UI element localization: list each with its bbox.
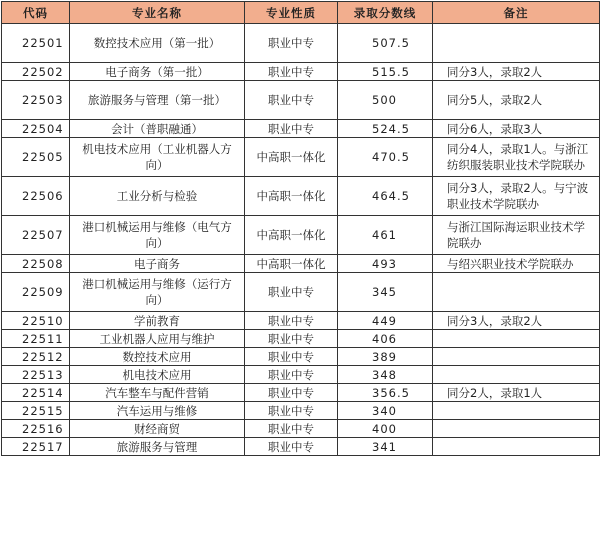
- cell-note: [433, 366, 600, 384]
- cell-code: 22516: [2, 420, 70, 438]
- cell-name: 数控技术应用: [70, 348, 245, 366]
- cell-code: 22508: [2, 255, 70, 273]
- admission-score-table: [1, 1, 600, 456]
- cell-type: 职业中专: [245, 81, 338, 120]
- header-note: 备注: [433, 2, 600, 24]
- cell-score: 461: [338, 216, 433, 255]
- cell-type: 职业中专: [245, 438, 338, 456]
- cell-code: 22515: [2, 402, 70, 420]
- cell-name: 工业机器人应用与维护: [70, 330, 245, 348]
- cell-type: 中高职一体化: [245, 177, 338, 216]
- header-code: 代码: [2, 2, 70, 24]
- cell-type: 职业中专: [245, 312, 338, 330]
- cell-note: [433, 348, 600, 366]
- table-row: [2, 402, 600, 420]
- cell-score: 493: [338, 255, 433, 273]
- cell-score: 515.5: [338, 63, 433, 81]
- cell-note: 同分5人，录取2人: [433, 81, 600, 120]
- cell-code: 22501: [2, 24, 70, 63]
- cell-code: 22513: [2, 366, 70, 384]
- cell-type: 中高职一体化: [245, 216, 338, 255]
- cell-note: 与浙江国际海运职业技术学院联办: [433, 216, 600, 255]
- cell-name: 港口机械运用与维修（运行方向）: [70, 273, 245, 312]
- cell-note: [433, 273, 600, 312]
- table-row: [2, 384, 600, 402]
- cell-note: 同分3人，录取2人: [433, 63, 600, 81]
- cell-score: 348: [338, 366, 433, 384]
- table-row: [2, 81, 600, 120]
- table-row: [2, 138, 600, 177]
- cell-name: 旅游服务与管理: [70, 438, 245, 456]
- cell-type: 职业中专: [245, 366, 338, 384]
- cell-type: 职业中专: [245, 24, 338, 63]
- table-row: [2, 273, 600, 312]
- table-row: [2, 63, 600, 81]
- cell-code: 22511: [2, 330, 70, 348]
- cell-name: 电子商务（第一批）: [70, 63, 245, 81]
- cell-code: 22506: [2, 177, 70, 216]
- cell-score: 341: [338, 438, 433, 456]
- cell-name: 财经商贸: [70, 420, 245, 438]
- cell-type: 职业中专: [245, 63, 338, 81]
- table-row: [2, 330, 600, 348]
- cell-name: 机电技术应用（工业机器人方向）: [70, 138, 245, 177]
- cell-type: 职业中专: [245, 402, 338, 420]
- cell-score: 524.5: [338, 120, 433, 138]
- table-row: [2, 177, 600, 216]
- table-row: [2, 312, 600, 330]
- cell-type: 职业中专: [245, 420, 338, 438]
- cell-note: [433, 420, 600, 438]
- cell-code: 22507: [2, 216, 70, 255]
- cell-name: 数控技术应用（第一批）: [70, 24, 245, 63]
- cell-note: 与绍兴职业技术学院联办: [433, 255, 600, 273]
- table-header-row: [2, 2, 600, 24]
- cell-type: 中高职一体化: [245, 255, 338, 273]
- table-row: [2, 438, 600, 456]
- cell-score: 449: [338, 312, 433, 330]
- cell-code: 22505: [2, 138, 70, 177]
- cell-type: 职业中专: [245, 273, 338, 312]
- table-row: [2, 255, 600, 273]
- cell-name: 会计（普职融通）: [70, 120, 245, 138]
- cell-note: 同分3人，录取2人。与宁波职业技术学院联办: [433, 177, 600, 216]
- cell-score: 356.5: [338, 384, 433, 402]
- cell-name: 工业分析与检验: [70, 177, 245, 216]
- cell-type: 中高职一体化: [245, 138, 338, 177]
- cell-note: 同分3人，录取2人: [433, 312, 600, 330]
- cell-code: 22512: [2, 348, 70, 366]
- cell-name: 汽车整车与配件营销: [70, 384, 245, 402]
- cell-name: 机电技术应用: [70, 366, 245, 384]
- cell-code: 22517: [2, 438, 70, 456]
- cell-note: [433, 24, 600, 63]
- header-name: 专业名称: [70, 2, 245, 24]
- cell-score: 406: [338, 330, 433, 348]
- cell-note: 同分4人，录取1人。与浙江纺织服装职业技术学院联办: [433, 138, 600, 177]
- cell-type: 职业中专: [245, 330, 338, 348]
- cell-score: 389: [338, 348, 433, 366]
- cell-name: 港口机械运用与维修（电气方向）: [70, 216, 245, 255]
- header-score: 录取分数线: [338, 2, 433, 24]
- cell-type: 职业中专: [245, 384, 338, 402]
- cell-name: 学前教育: [70, 312, 245, 330]
- cell-note: [433, 402, 600, 420]
- cell-score: 470.5: [338, 138, 433, 177]
- cell-score: 340: [338, 402, 433, 420]
- table-row: [2, 366, 600, 384]
- cell-code: 22509: [2, 273, 70, 312]
- table-row: [2, 420, 600, 438]
- cell-score: 464.5: [338, 177, 433, 216]
- cell-type: 职业中专: [245, 348, 338, 366]
- cell-note: 同分2人，录取1人: [433, 384, 600, 402]
- table-row: [2, 24, 600, 63]
- cell-score: 500: [338, 81, 433, 120]
- table-row: [2, 120, 600, 138]
- header-type: 专业性质: [245, 2, 338, 24]
- cell-code: 22514: [2, 384, 70, 402]
- table-body: [2, 24, 600, 456]
- cell-type: 职业中专: [245, 120, 338, 138]
- cell-note: [433, 330, 600, 348]
- cell-name: 汽车运用与维修: [70, 402, 245, 420]
- cell-score: 400: [338, 420, 433, 438]
- cell-note: 同分6人，录取3人: [433, 120, 600, 138]
- cell-code: 22510: [2, 312, 70, 330]
- table-row: [2, 216, 600, 255]
- cell-code: 22502: [2, 63, 70, 81]
- cell-code: 22503: [2, 81, 70, 120]
- cell-note: [433, 438, 600, 456]
- cell-score: 507.5: [338, 24, 433, 63]
- cell-name: 旅游服务与管理（第一批）: [70, 81, 245, 120]
- cell-code: 22504: [2, 120, 70, 138]
- cell-name: 电子商务: [70, 255, 245, 273]
- table-row: [2, 348, 600, 366]
- cell-score: 345: [338, 273, 433, 312]
